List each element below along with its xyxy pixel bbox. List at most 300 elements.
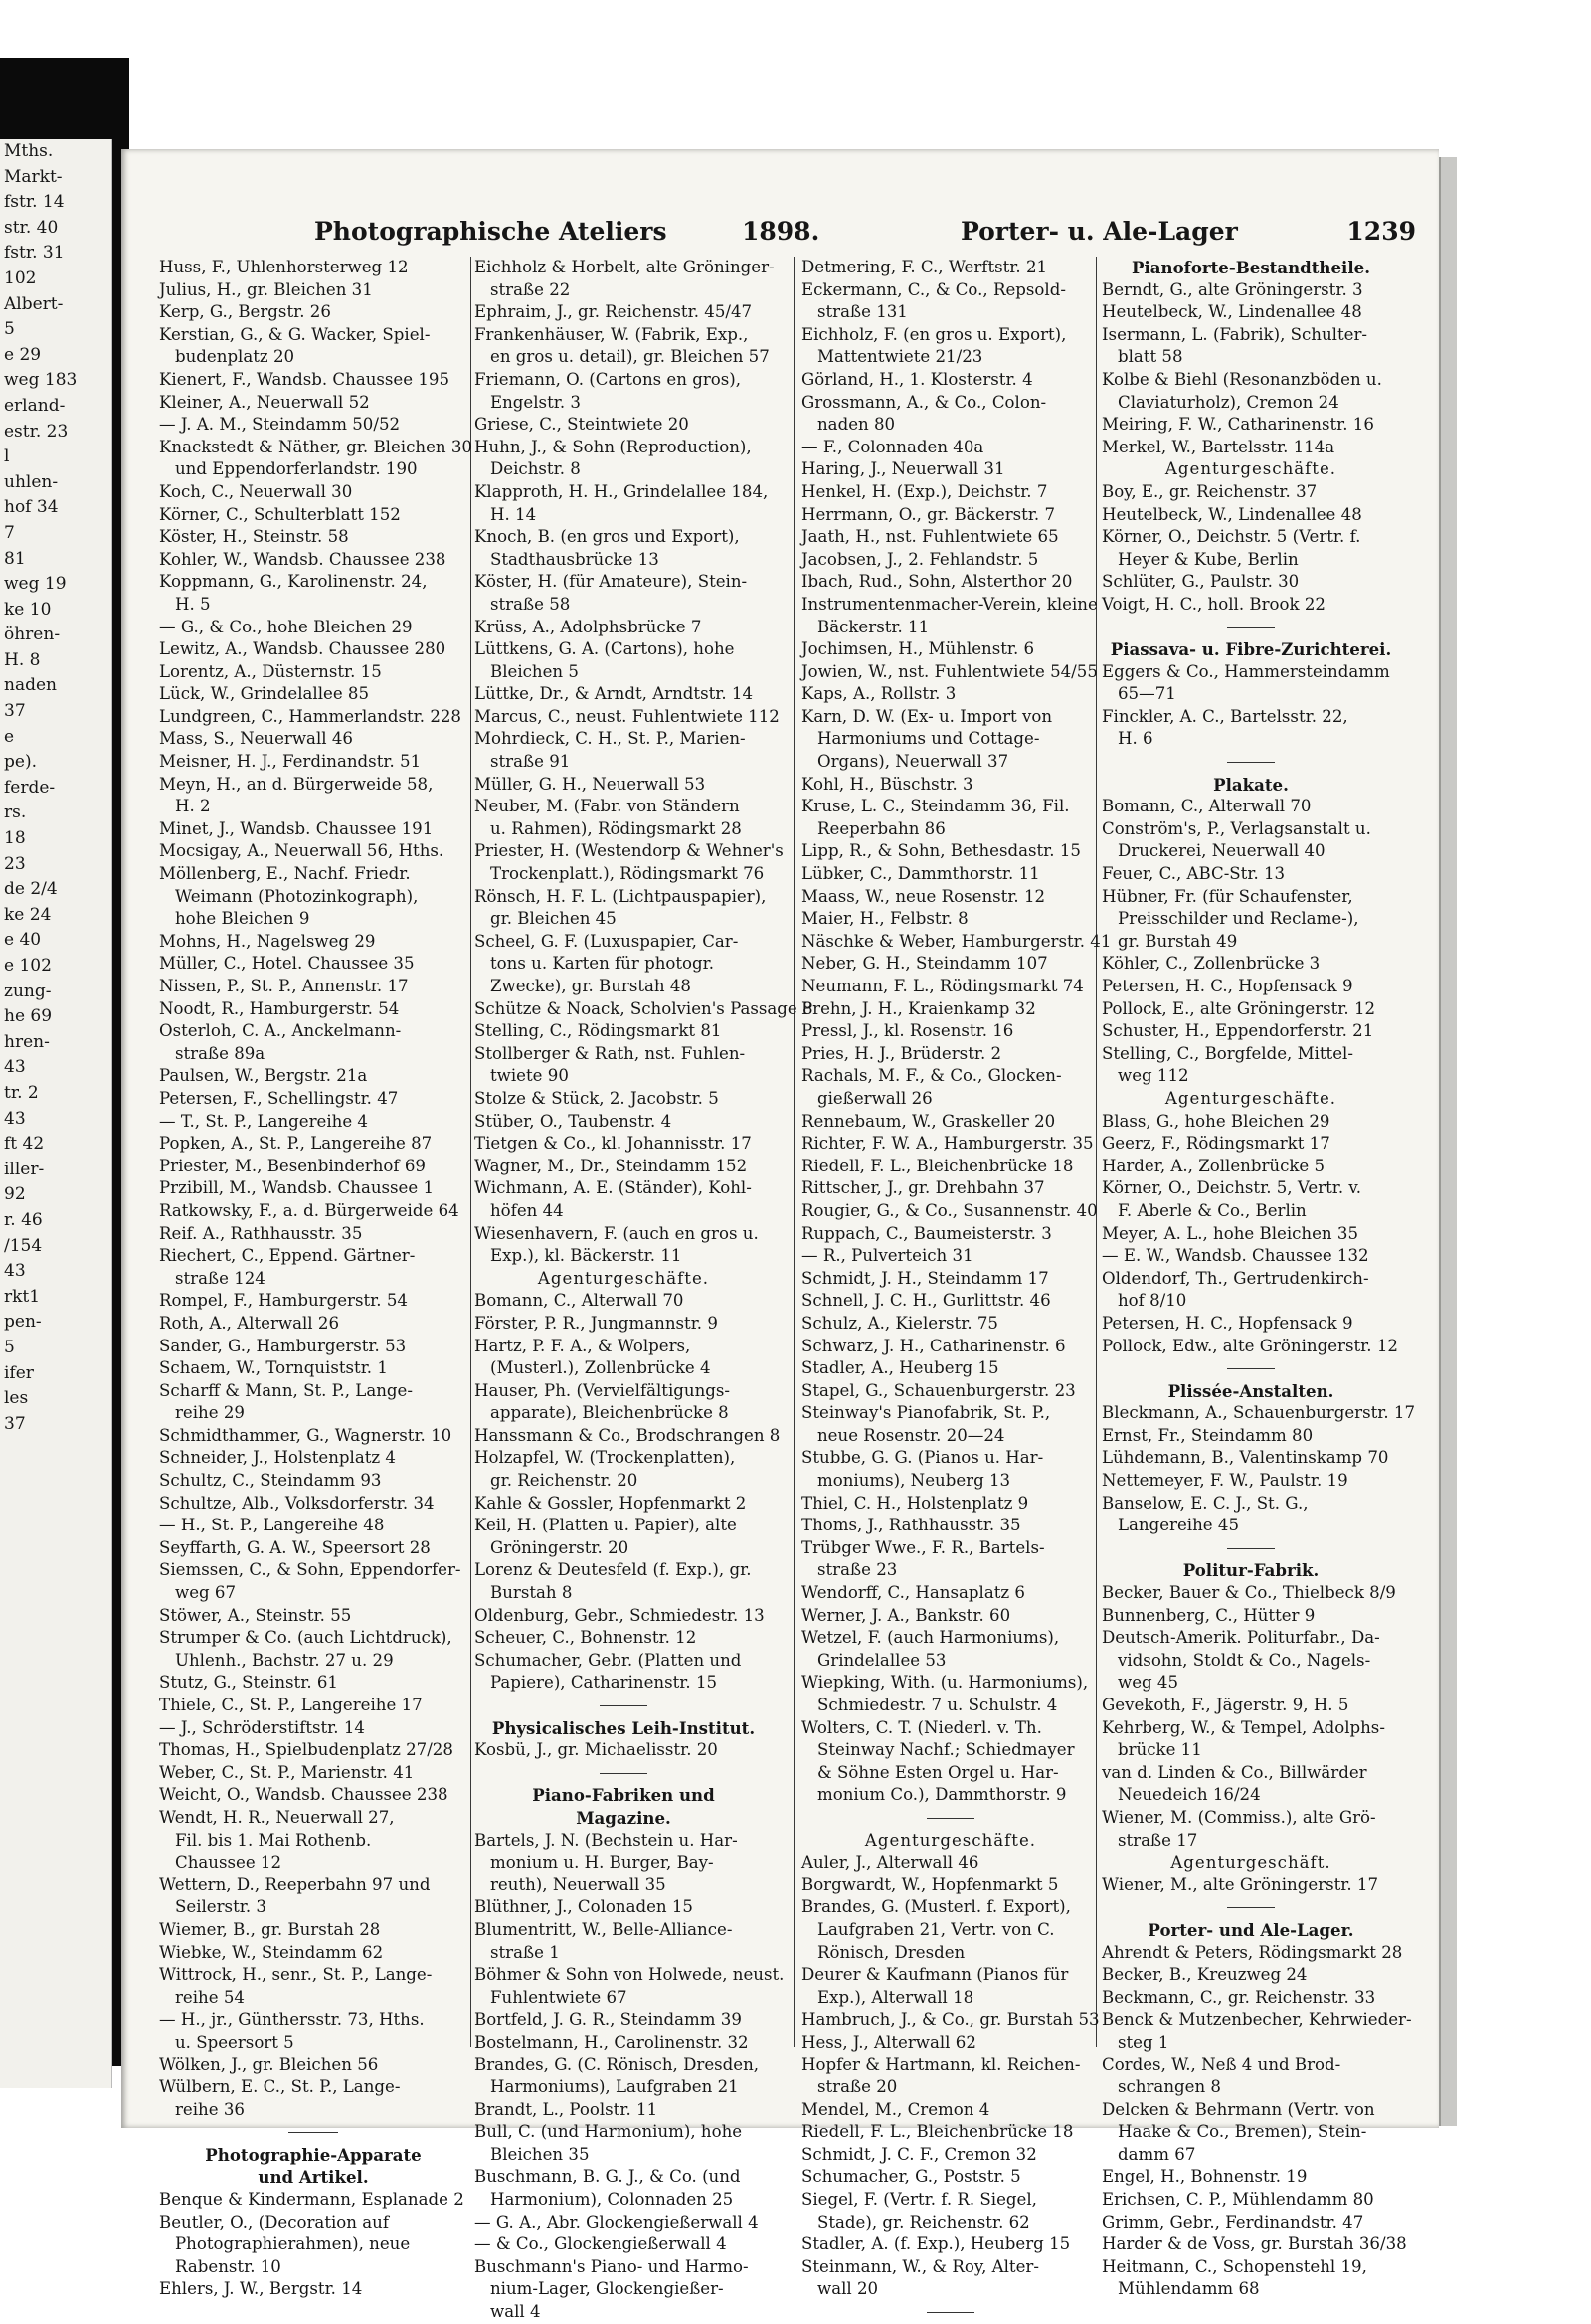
section-heading: Porter- und Ale-Lager. (1148, 1919, 1354, 1940)
directory-entry: Kosbü, J., gr. Michaelisstr. 20 (474, 1740, 718, 1760)
directory-column-2 (474, 257, 813, 2324)
directory-entry: Laufgraben 21, Vertr. von C. (817, 1919, 1055, 1939)
directory-column-3 (801, 257, 1112, 2324)
directory-entry: Neuedeich 16/24 (1118, 1785, 1261, 1805)
directory-entry: Steinmann, W., & Roy, Alter- (801, 2256, 1039, 2276)
directory-entry: — R., Pulverteich 31 (801, 1246, 973, 1266)
column-divider (470, 257, 471, 2047)
directory-entry: Paulsen, W., Bergstr. 21a (159, 1066, 368, 1086)
previous-page-fragment: hren- (4, 1031, 50, 1052)
directory-entry: straße 1 (490, 1942, 560, 1962)
directory-entry: Gevekoth, F., Jägerstr. 9, H. 5 (1102, 1696, 1349, 1714)
directory-entry: — G., & Co., hohe Bleichen 29 (159, 617, 413, 636)
directory-entry: Riedell, F. L., Bleichenbrücke 18 (801, 2122, 1074, 2142)
directory-entry: Reif. A., Rathhausstr. 35 (159, 1223, 363, 1243)
directory-entry: — H., St. P., Langereihe 48 (159, 1516, 385, 1535)
directory-entry: Merkel, W., Bartelsstr. 114a (1102, 437, 1335, 456)
directory-entry: Stadthausbrücke 13 (490, 549, 659, 569)
previous-page-fragment: weg 19 (4, 574, 67, 595)
directory-entry: straße 58 (490, 594, 571, 614)
directory-entry: Pries, H. J., Brüderstr. 2 (801, 1043, 1002, 1063)
directory-entry: Seilerstr. 3 (175, 1897, 266, 1917)
directory-entry: Feuer, C., ABC-Str. 13 (1102, 864, 1286, 884)
directory-entry: Fuhlentwiete 67 (490, 1987, 627, 2007)
directory-entry: u. Speersort 5 (175, 2032, 294, 2052)
directory-entry: Instrumentenmacher-Verein, kleine (801, 594, 1098, 614)
directory-entry: Haake & Co., Bremen), Stein- (1118, 2122, 1367, 2142)
directory-entry: Lück, W., Grindelallee 85 (159, 684, 370, 704)
previous-page-fragment: ferde- (4, 777, 56, 798)
directory-entry: straße 91 (490, 752, 571, 772)
directory-entry: Hanssmann & Co., Brodschrangen 8 (474, 1425, 781, 1445)
previous-page-fragment: str. 40 (4, 217, 59, 238)
directory-entry: Meyn, H., an d. Bürgerweide 58, (159, 774, 434, 794)
directory-entry: Thiel, C. H., Holstenplatz 9 (801, 1493, 1029, 1513)
directory-entry: monium Co.), Dammthorstr. 9 (817, 1785, 1067, 1805)
directory-entry: H. 2 (175, 797, 211, 816)
directory-entry: Wetzel, F. (auch Harmoniums), (801, 1628, 1060, 1648)
directory-entry: Uhlenh., Bachstr. 27 u. 29 (175, 1650, 394, 1670)
directory-entry: Knackstedt & Näther, gr. Bleichen 30 (159, 437, 472, 456)
directory-entry: Eckermann, C., & Co., Repsold- (801, 279, 1066, 299)
directory-entry: Wiepking, With. (u. Harmoniums), (801, 1673, 1089, 1693)
directory-entry: Banselow, E. C. J., St. G., (1102, 1493, 1309, 1513)
directory-entry: vidsohn, Stoldt & Co., Nagels- (1118, 1650, 1371, 1670)
directory-entry: straße 22 (490, 279, 571, 299)
directory-entry: Popken, A., St. P., Langereihe 87 (159, 1134, 433, 1154)
directory-entry: Wichmann, A. E. (Ständer), Kohl- (474, 1178, 752, 1198)
directory-entry: Wolters, C. T. (Niederl. v. Th. (801, 1717, 1042, 1737)
directory-entry: Karn, D. W. (Ex- u. Import von (801, 706, 1053, 726)
directory-entry: Rougier, G., & Co., Susannenstr. 40 (801, 1200, 1098, 1220)
previous-page-fragment: les (4, 1388, 29, 1409)
directory-entry: Claviaturholz), Cremon 24 (1118, 392, 1339, 412)
directory-entry: Grindelallee 53 (817, 1650, 947, 1670)
directory-entry: Kienert, F., Wandsb. Chaussee 195 (159, 369, 450, 389)
previous-page-fragment: ifer (4, 1362, 34, 1383)
section-divider (474, 1695, 773, 1717)
directory-entry: Engel, H., Bohnenstr. 19 (1102, 2167, 1308, 2187)
directory-entry: Lorentz, A., Düsternstr. 15 (159, 661, 382, 681)
directory-entry: Geerz, F., Rödingsmarkt 17 (1102, 1134, 1330, 1154)
directory-entry: Stolze & Stück, 2. Jacobstr. 5 (474, 1088, 719, 1108)
directory-entry: Petersen, F., Schellingstr. 47 (159, 1088, 399, 1108)
directory-entry: Steinway Nachf.; Schiedmayer (817, 1740, 1075, 1760)
directory-entry: Maass, W., neue Rosenstr. 12 (801, 886, 1046, 906)
directory-entry: Lorenz & Deutesfeld (f. Exp.), gr. (474, 1560, 752, 1580)
directory-entry: Wiebke, W., Steindamm 62 (159, 1942, 384, 1962)
directory-entry: Wiemer, B., gr. Burstah 28 (159, 1919, 381, 1939)
directory-entry: Roth, A., Alterwall 26 (159, 1313, 340, 1333)
section-divider (1102, 751, 1400, 774)
directory-entry: Conström's, P., Verlagsanstalt u. (1102, 818, 1371, 838)
section-heading: Pianoforte-Bestandtheile. (1132, 258, 1370, 277)
directory-entry: Wagner, M., Dr., Steindamm 152 (474, 1156, 748, 1175)
previous-page-fragment: erland- (4, 395, 66, 416)
directory-entry: Engelstr. 3 (490, 392, 581, 412)
previous-page-fragment: l (4, 447, 10, 467)
directory-entry: Ibach, Rud., Sohn, Alsterthor 20 (801, 572, 1073, 592)
directory-entry: — J. A. M., Steindamm 50/52 (159, 415, 401, 435)
directory-entry: Harmonium), Colonnaden 25 (490, 2190, 734, 2210)
directory-entry: Eichholz, F. (en gros u. Export), (801, 324, 1067, 344)
directory-entry: Harmoniums und Cottage- (817, 729, 1040, 749)
directory-entry: Preisschilder und Reclame-), (1118, 909, 1359, 929)
directory-entry: Griese, C., Steintwiete 20 (474, 415, 689, 435)
directory-entry: Köster, H., Steinstr. 58 (159, 527, 349, 547)
directory-entry: Kohl, H., Büschstr. 3 (801, 774, 973, 794)
directory-entry: Stelling, C., Rödingsmarkt 81 (474, 1021, 722, 1041)
directory-entry: Werner, J. A., Bankstr. 60 (801, 1605, 1011, 1625)
directory-entry: & Söhne Esten Orgel u. Har- (817, 1762, 1059, 1782)
previous-page-fragment: ke 24 (4, 904, 52, 925)
directory-entry: Pollock, E., alte Gröningerstr. 12 (1102, 998, 1376, 1018)
directory-entry: Siemssen, C., & Sohn, Eppendorfer- (159, 1560, 461, 1580)
directory-entry: Borgwardt, W., Hopfenmarkt 5 (801, 1875, 1059, 1894)
directory-entry: Heutelbeck, W., Lindenallee 48 (1102, 302, 1362, 322)
directory-entry: Brandes, G. (Musterl. f. Export), (801, 1897, 1071, 1917)
directory-entry: Grimm, Gebr., Ferdinandstr. 47 (1102, 2212, 1364, 2232)
directory-entry: steg 1 (1118, 2032, 1169, 2052)
directory-entry: Riechert, C., Eppend. Gärtner- (159, 1246, 416, 1266)
section-divider (1102, 617, 1400, 639)
directory-entry: Stutz, G., Steinstr. 61 (159, 1673, 338, 1693)
directory-entry: nium-Lager, Glockengießer- (490, 2279, 724, 2299)
directory-entry: Schultze, Alb., Volksdorferstr. 34 (159, 1493, 435, 1513)
page-header (177, 217, 1430, 251)
directory-entry: Stüber, O., Taubenstr. 4 (474, 1111, 672, 1131)
directory-entry: Kerstian, G., & G. Wacker, Spiel- (159, 324, 431, 344)
directory-entry: Scharff & Mann, St. P., Lange- (159, 1380, 413, 1400)
directory-entry: Noodt, R., Hamburgerstr. 54 (159, 998, 400, 1018)
directory-entry: Becker, Bauer & Co., Thielbeck 8/9 (1102, 1583, 1396, 1603)
directory-entry: Lühdemann, B., Valentinskamp 70 (1102, 1448, 1389, 1468)
directory-entry: Hambruch, J., & Co., gr. Burstah 53 (801, 2010, 1100, 2030)
directory-entry: Schultz, C., Steindamm 93 (159, 1471, 382, 1491)
directory-entry: — E. W., Wandsb. Chaussee 132 (1102, 1246, 1369, 1266)
directory-entry: Näschke & Weber, Hamburgerstr. 41 (801, 931, 1112, 951)
directory-entry: Harder & de Voss, gr. Burstah 36/38 (1102, 2235, 1407, 2254)
previous-page-fragment: fstr. 31 (4, 243, 65, 264)
directory-entry: Kahle & Gossler, Hopfenmarkt 2 (474, 1493, 747, 1513)
directory-entry: Bartels, J. N. (Bechstein u. Har- (474, 1830, 738, 1850)
directory-entry: gießerwall 26 (817, 1088, 933, 1108)
directory-entry: Bull, C. (und Harmonium), hohe (474, 2122, 743, 2142)
directory-entry: Jacobsen, J., 2. Fehlandstr. 5 (801, 549, 1039, 569)
directory-entry: Stadler, A., Heuberg 15 (801, 1358, 999, 1378)
directory-entry: Müller, C., Hotel. Chaussee 35 (159, 954, 415, 974)
directory-entry: Pressl, J., kl. Rosenstr. 16 (801, 1021, 1014, 1041)
directory-entry: Blüthner, J., Colonaden 15 (474, 1897, 693, 1917)
previous-page-fragment: ft 42 (4, 1134, 45, 1155)
previous-page-fragment: rkt1 (4, 1286, 41, 1307)
directory-entry: wall 4 (490, 2302, 541, 2322)
page-number: 1239 (1346, 217, 1416, 246)
directory-entry: Eggers & Co., Hammersteindamm (1102, 661, 1390, 681)
directory-entry: Harder, A., Zollenbrücke 5 (1102, 1156, 1326, 1175)
directory-entry: Eichholz & Horbelt, alte Gröninger- (474, 258, 775, 276)
directory-entry: neue Rosenstr. 20—24 (817, 1425, 1005, 1445)
directory-entry: Kruse, L. C., Steindamm 36, Fil. (801, 797, 1070, 816)
directory-column-1 (159, 257, 472, 2301)
directory-entry: Mohrdieck, C. H., St. P., Marien- (474, 729, 746, 749)
directory-entry: Buschmann's Piano- und Harmo- (474, 2256, 749, 2276)
directory-entry: Bostelmann, H., Carolinenstr. 32 (474, 2032, 749, 2052)
directory-entry: u. Rahmen), Rödingsmarkt 28 (490, 818, 742, 838)
directory-entry: Knoch, B. (en gros und Export), (474, 527, 740, 547)
directory-entry: Rönsch, H. F. L. (Lichtpauspapier), (474, 886, 767, 906)
directory-entry: Wiener, M. (Commiss.), alte Grö- (1102, 1807, 1376, 1827)
directory-entry: Berndt, G., alte Gröningerstr. 3 (1102, 279, 1363, 299)
directory-entry: Reeperbahn 86 (817, 818, 946, 838)
directory-entry: Riedell, F. L., Bleichenbrücke 18 (801, 1156, 1074, 1175)
directory-entry: Mass, S., Neuerwall 46 (159, 729, 353, 749)
directory-entry: Exp.), Alterwall 18 (817, 1987, 974, 2007)
previous-page-fragment: pe). (4, 752, 37, 773)
section-divider (801, 1807, 1100, 1830)
directory-entry: Schuster, H., Eppendorferstr. 21 (1102, 1021, 1374, 1041)
section-divider (1102, 1537, 1400, 1560)
directory-entry: Mattentwiete 21/23 (817, 347, 983, 367)
directory-entry: Krüss, A., Adolphsbrücke 7 (474, 617, 702, 636)
section-heading: Politur-Fabrik. (1182, 1560, 1320, 1581)
directory-entry: Schmidt, J. H., Steindamm 17 (801, 1268, 1049, 1288)
directory-entry: Stöwer, A., Steinstr. 55 (159, 1605, 352, 1625)
directory-entry: straße 23 (817, 1560, 898, 1580)
directory-entry: Ahrendt & Peters, Rödingsmarkt 28 (1102, 1942, 1403, 1962)
directory-entry: — F., Colonnaden 40a (801, 437, 984, 456)
directory-entry: Heutelbeck, W., Lindenallee 48 (1102, 504, 1362, 524)
directory-entry: Rabenstr. 10 (175, 2256, 281, 2276)
directory-entry: Heyer & Kube, Berlin (1118, 549, 1299, 569)
directory-entry: Siegel, F. (Vertr. f. R. Siegel, (801, 2190, 1037, 2210)
directory-entry: damm 67 (1118, 2144, 1196, 2164)
previous-page-fragment: he 69 (4, 1006, 53, 1027)
directory-entry: wall 20 (817, 2279, 879, 2299)
directory-entry: straße 17 (1118, 1830, 1198, 1850)
directory-entry: Körner, C., Schulterblatt 152 (159, 504, 401, 524)
directory-entry: Oldendorf, Th., Gertrudenkirch- (1102, 1268, 1369, 1288)
directory-entry: Langereihe 45 (1118, 1516, 1239, 1535)
previous-page-fragment: 81 (4, 548, 26, 569)
directory-entry: Wülbern, E. C., St. P., Lange- (159, 2077, 401, 2097)
directory-entry: Neber, G. H., Steindamm 107 (801, 954, 1048, 974)
directory-entry: gr. Reichenstr. 20 (490, 1471, 638, 1491)
directory-entry: Stollberger & Rath, nst. Fuhlen- (474, 1043, 746, 1063)
directory-entry: Weicht, O., Wandsb. Chaussee 238 (159, 1785, 448, 1805)
directory-entry: straße 124 (175, 1268, 265, 1288)
directory-entry: reihe 29 (175, 1403, 245, 1423)
directory-entry: Thoms, J., Rathhausstr. 35 (801, 1516, 1021, 1535)
header-section-title-right: Porter- u. Ale-Lager (961, 217, 1238, 246)
previous-page-fragment: e 102 (4, 956, 52, 976)
directory-entry: moniums), Neuberg 13 (817, 1471, 1011, 1491)
subsection-heading: Agenturgeschäfte. (1164, 1088, 1337, 1108)
directory-entry: Förster, P. R., Jungmannstr. 9 (474, 1313, 718, 1333)
previous-page-fragment: hof 34 (4, 497, 59, 518)
previous-page-fragment: estr. 23 (4, 421, 69, 442)
previous-page-edge (0, 139, 112, 2088)
previous-page-fragment: rs. (4, 803, 27, 823)
directory-entry: Herrmann, O., gr. Bäckerstr. 7 (801, 504, 1056, 524)
directory-entry: Deutsch-Amerik. Politurfabr., Da- (1102, 1628, 1380, 1648)
directory-entry: Müller, G. H., Neuerwall 53 (474, 774, 706, 794)
directory-entry: Frankenhäuser, W. (Fabrik, Exp., (474, 324, 749, 344)
directory-entry: Schlüter, G., Paulstr. 30 (1102, 572, 1300, 592)
section-divider (1102, 1896, 1400, 1919)
directory-entry: F. Aberle & Co., Berlin (1118, 1200, 1307, 1220)
directory-entry: Tietgen & Co., kl. Johannisstr. 17 (474, 1134, 752, 1154)
directory-entry: Schwarz, J. H., Catharinenstr. 6 (801, 1336, 1066, 1355)
directory-entry: hohe Bleichen 9 (175, 909, 310, 929)
directory-entry: Druckerei, Neuerwall 40 (1118, 841, 1326, 861)
directory-entry: apparate), Bleichenbrücke 8 (490, 1403, 729, 1423)
directory-entry: Blumentritt, W., Belle-Alliance- (474, 1919, 733, 1939)
directory-entry: Hess, J., Alterwall 62 (801, 2032, 976, 2052)
directory-entry: weg 112 (1118, 1066, 1189, 1086)
directory-entry: Papiere), Catharinenstr. 15 (490, 1673, 718, 1693)
previous-page-fragment: 37 (4, 701, 26, 722)
directory-entry: Blass, G., hohe Bleichen 29 (1102, 1111, 1330, 1131)
directory-entry: 65—71 (1118, 684, 1176, 704)
previous-page-fragment: /154 (4, 1235, 43, 1256)
previous-page-fragment: öhren- (4, 625, 61, 645)
directory-entry: en gros u. detail), gr. Bleichen 57 (490, 347, 770, 367)
directory-entry: — & Co., Glockengießerwall 4 (474, 2235, 727, 2254)
directory-entry: Isermann, L. (Fabrik), Schulter- (1102, 324, 1368, 344)
directory-entry: Rönisch, Dresden (817, 1942, 966, 1962)
section-heading: Piano-Fabriken und (532, 1785, 715, 1806)
directory-entry: Lüttkens, G. A. (Cartons), hohe (474, 639, 735, 659)
directory-entry: Mendel, M., Cremon 4 (801, 2099, 990, 2119)
previous-page-fragment: 5 (4, 319, 15, 340)
directory-entry: — G. A., Abr. Glockengießerwall 4 (474, 2212, 759, 2232)
previous-page-fragment: weg 183 (4, 370, 78, 391)
directory-entry: Huhn, J., & Sohn (Reproduction), (474, 437, 752, 456)
directory-entry: Neuber, M. (Fabr. von Ständern (474, 797, 740, 816)
previous-page-fragment: Mths. (4, 141, 54, 161)
directory-entry: höfen 44 (490, 1200, 564, 1220)
directory-entry: Görland, H., 1. Klosterstr. 4 (801, 369, 1033, 389)
subsection-heading: Agenturgeschäfte. (864, 1830, 1037, 1850)
directory-entry: Priester, M., Besenbinderhof 69 (159, 1156, 426, 1175)
directory-entry: Marcus, C., neust. Fuhlentwiete 112 (474, 706, 780, 726)
directory-entry: Thomas, H., Spielbudenplatz 27/28 (159, 1740, 453, 1760)
directory-entry: Lundgreen, C., Hammerlandstr. 228 (159, 706, 461, 726)
directory-entry: reihe 36 (175, 2099, 245, 2119)
directory-entry: Auler, J., Alterwall 46 (801, 1853, 979, 1873)
directory-entry: Mühlendamm 68 (1118, 2279, 1260, 2299)
directory-entry: Trübger Wwe., F. R., Bartels- (801, 1537, 1045, 1557)
directory-entry: Exp.), kl. Bäckerstr. 11 (490, 1246, 682, 1266)
directory-entry: Oldenburg, Gebr., Schmiedestr. 13 (474, 1605, 765, 1625)
directory-entry: hof 8/10 (1118, 1291, 1187, 1311)
directory-entry: Schulz, A., Kielerstr. 75 (801, 1313, 998, 1333)
directory-entry: straße 20 (817, 2077, 898, 2097)
directory-entry: Weimann (Photozinkograph), (175, 886, 419, 906)
directory-entry: — H., jr., Günthersstr. 73, Hths. (159, 2010, 425, 2030)
directory-entry: Benck & Mutzenbecher, Kehrwieder- (1102, 2010, 1412, 2030)
directory-entry: Deichstr. 8 (490, 459, 581, 479)
previous-page-fragment: e (4, 726, 15, 747)
directory-entry: Trockenplatt.), Rödingsmarkt 76 (490, 864, 765, 884)
directory-entry: Hauser, Ph. (Vervielfältigungs- (474, 1380, 730, 1400)
directory-entry: Jochimsen, H., Mühlenstr. 6 (801, 639, 1035, 659)
directory-entry: weg 67 (175, 1583, 237, 1603)
directory-entry: Schnell, J. C. H., Gurlittstr. 46 (801, 1291, 1051, 1311)
directory-entry: straße 131 (817, 302, 908, 322)
directory-entry: Holzapfel, W. (Trockenplatten), (474, 1448, 736, 1468)
directory-entry: Thiele, C., St. P., Langereihe 17 (159, 1696, 423, 1714)
directory-entry: Kohler, W., Wandsb. Chaussee 238 (159, 549, 446, 569)
directory-entry: Schütze & Noack, Scholvien's Passage 8 (474, 998, 813, 1018)
directory-entry: Becker, B., Kreuzweg 24 (1102, 1965, 1308, 1985)
directory-entry: Stadler, A. (f. Exp.), Heuberg 15 (801, 2235, 1071, 2254)
section-divider (1102, 1357, 1400, 1380)
directory-entry: Organs), Neuerwall 37 (817, 752, 1009, 772)
subsection-heading: Agenturgeschäfte. (537, 1268, 710, 1288)
directory-entry: Neumann, F. L., Rödingsmarkt 74 (801, 977, 1084, 995)
directory-entry: Koch, C., Neuerwall 30 (159, 481, 353, 501)
directory-entry: Wiesenhavern, F. (auch en gros u. (474, 1223, 759, 1243)
directory-entry: Chaussee 12 (175, 1853, 282, 1873)
previous-page-fragment: 43 (4, 1261, 26, 1282)
directory-entry: Heitmann, C., Schopenstehl 19, (1102, 2256, 1367, 2276)
directory-entry: Meyer, A. L., hohe Bleichen 35 (1102, 1223, 1359, 1243)
previous-page-fragment: uhlen- (4, 471, 59, 492)
directory-entry: Bortfeld, J. G. R., Steindamm 39 (474, 2010, 742, 2030)
section-heading: Magazine. (576, 1807, 671, 1828)
directory-entry: Huss, F., Uhlenhorsterweg 12 (159, 258, 409, 276)
directory-entry: Meisner, H. J., Ferdinandstr. 51 (159, 752, 422, 772)
previous-page-fragment: pen- (4, 1312, 42, 1333)
header-year: 1898. (742, 217, 820, 246)
directory-entry: Bäckerstr. 11 (817, 617, 930, 636)
previous-page-fragment: 43 (4, 1057, 26, 1078)
column-divider (794, 257, 795, 2047)
directory-entry: Photographierahmen), neue (175, 2235, 411, 2254)
directory-entry: Beckmann, C., gr. Reichenstr. 33 (1102, 1987, 1376, 2007)
directory-entry: budenplatz 20 (175, 347, 295, 367)
directory-entry: Meiring, F. W., Catharinenstr. 16 (1102, 415, 1374, 435)
directory-entry: Wendt, H. R., Neuerwall 27, (159, 1807, 395, 1827)
directory-entry: Benque & Kindermann, Esplanade 2 (159, 2190, 464, 2210)
directory-entry: Kaps, A., Rollstr. 3 (801, 684, 957, 704)
directory-entry: Rittscher, J., gr. Drehbahn 37 (801, 1178, 1045, 1198)
previous-page-fragment: 102 (4, 268, 37, 288)
directory-entry: Steinway's Pianofabrik, St. P., (801, 1403, 1051, 1423)
directory-entry: H. 5 (175, 594, 211, 614)
directory-entry: Seyffarth, G. A. W., Speersort 28 (159, 1537, 431, 1557)
directory-entry: Körner, O., Deichstr. 5 (Vertr. f. (1102, 527, 1361, 547)
directory-entry: Lüttke, Dr., & Arndt, Arndtstr. 14 (474, 684, 754, 704)
page-edge (1439, 157, 1457, 2126)
directory-entry: Grossmann, A., & Co., Colon- (801, 392, 1047, 412)
directory-entry: Rachals, M. F., & Co., Glocken- (801, 1066, 1062, 1086)
previous-page-fragment: 92 (4, 1184, 26, 1205)
previous-page-fragment: iller- (4, 1159, 45, 1179)
subsection-heading: Agenturgeschäft. (1170, 1853, 1331, 1873)
directory-entry: Klapproth, H. H., Grindelallee 184, (474, 481, 769, 501)
directory-entry: gr. Burstah 49 (1118, 931, 1238, 951)
directory-entry: straße 89a (175, 1043, 265, 1063)
previous-page-fragment: 7 (4, 522, 15, 543)
directory-entry: Bleichen 35 (490, 2144, 590, 2164)
directory-entry: blatt 58 (1118, 347, 1183, 367)
directory-entry: Brandes, G. (C. Rönisch, Dresden, (474, 2055, 760, 2074)
directory-entry: Bunnenberg, C., Hütter 9 (1102, 1605, 1316, 1625)
directory-entry: Koppmann, G., Karolinenstr. 24, (159, 572, 428, 592)
